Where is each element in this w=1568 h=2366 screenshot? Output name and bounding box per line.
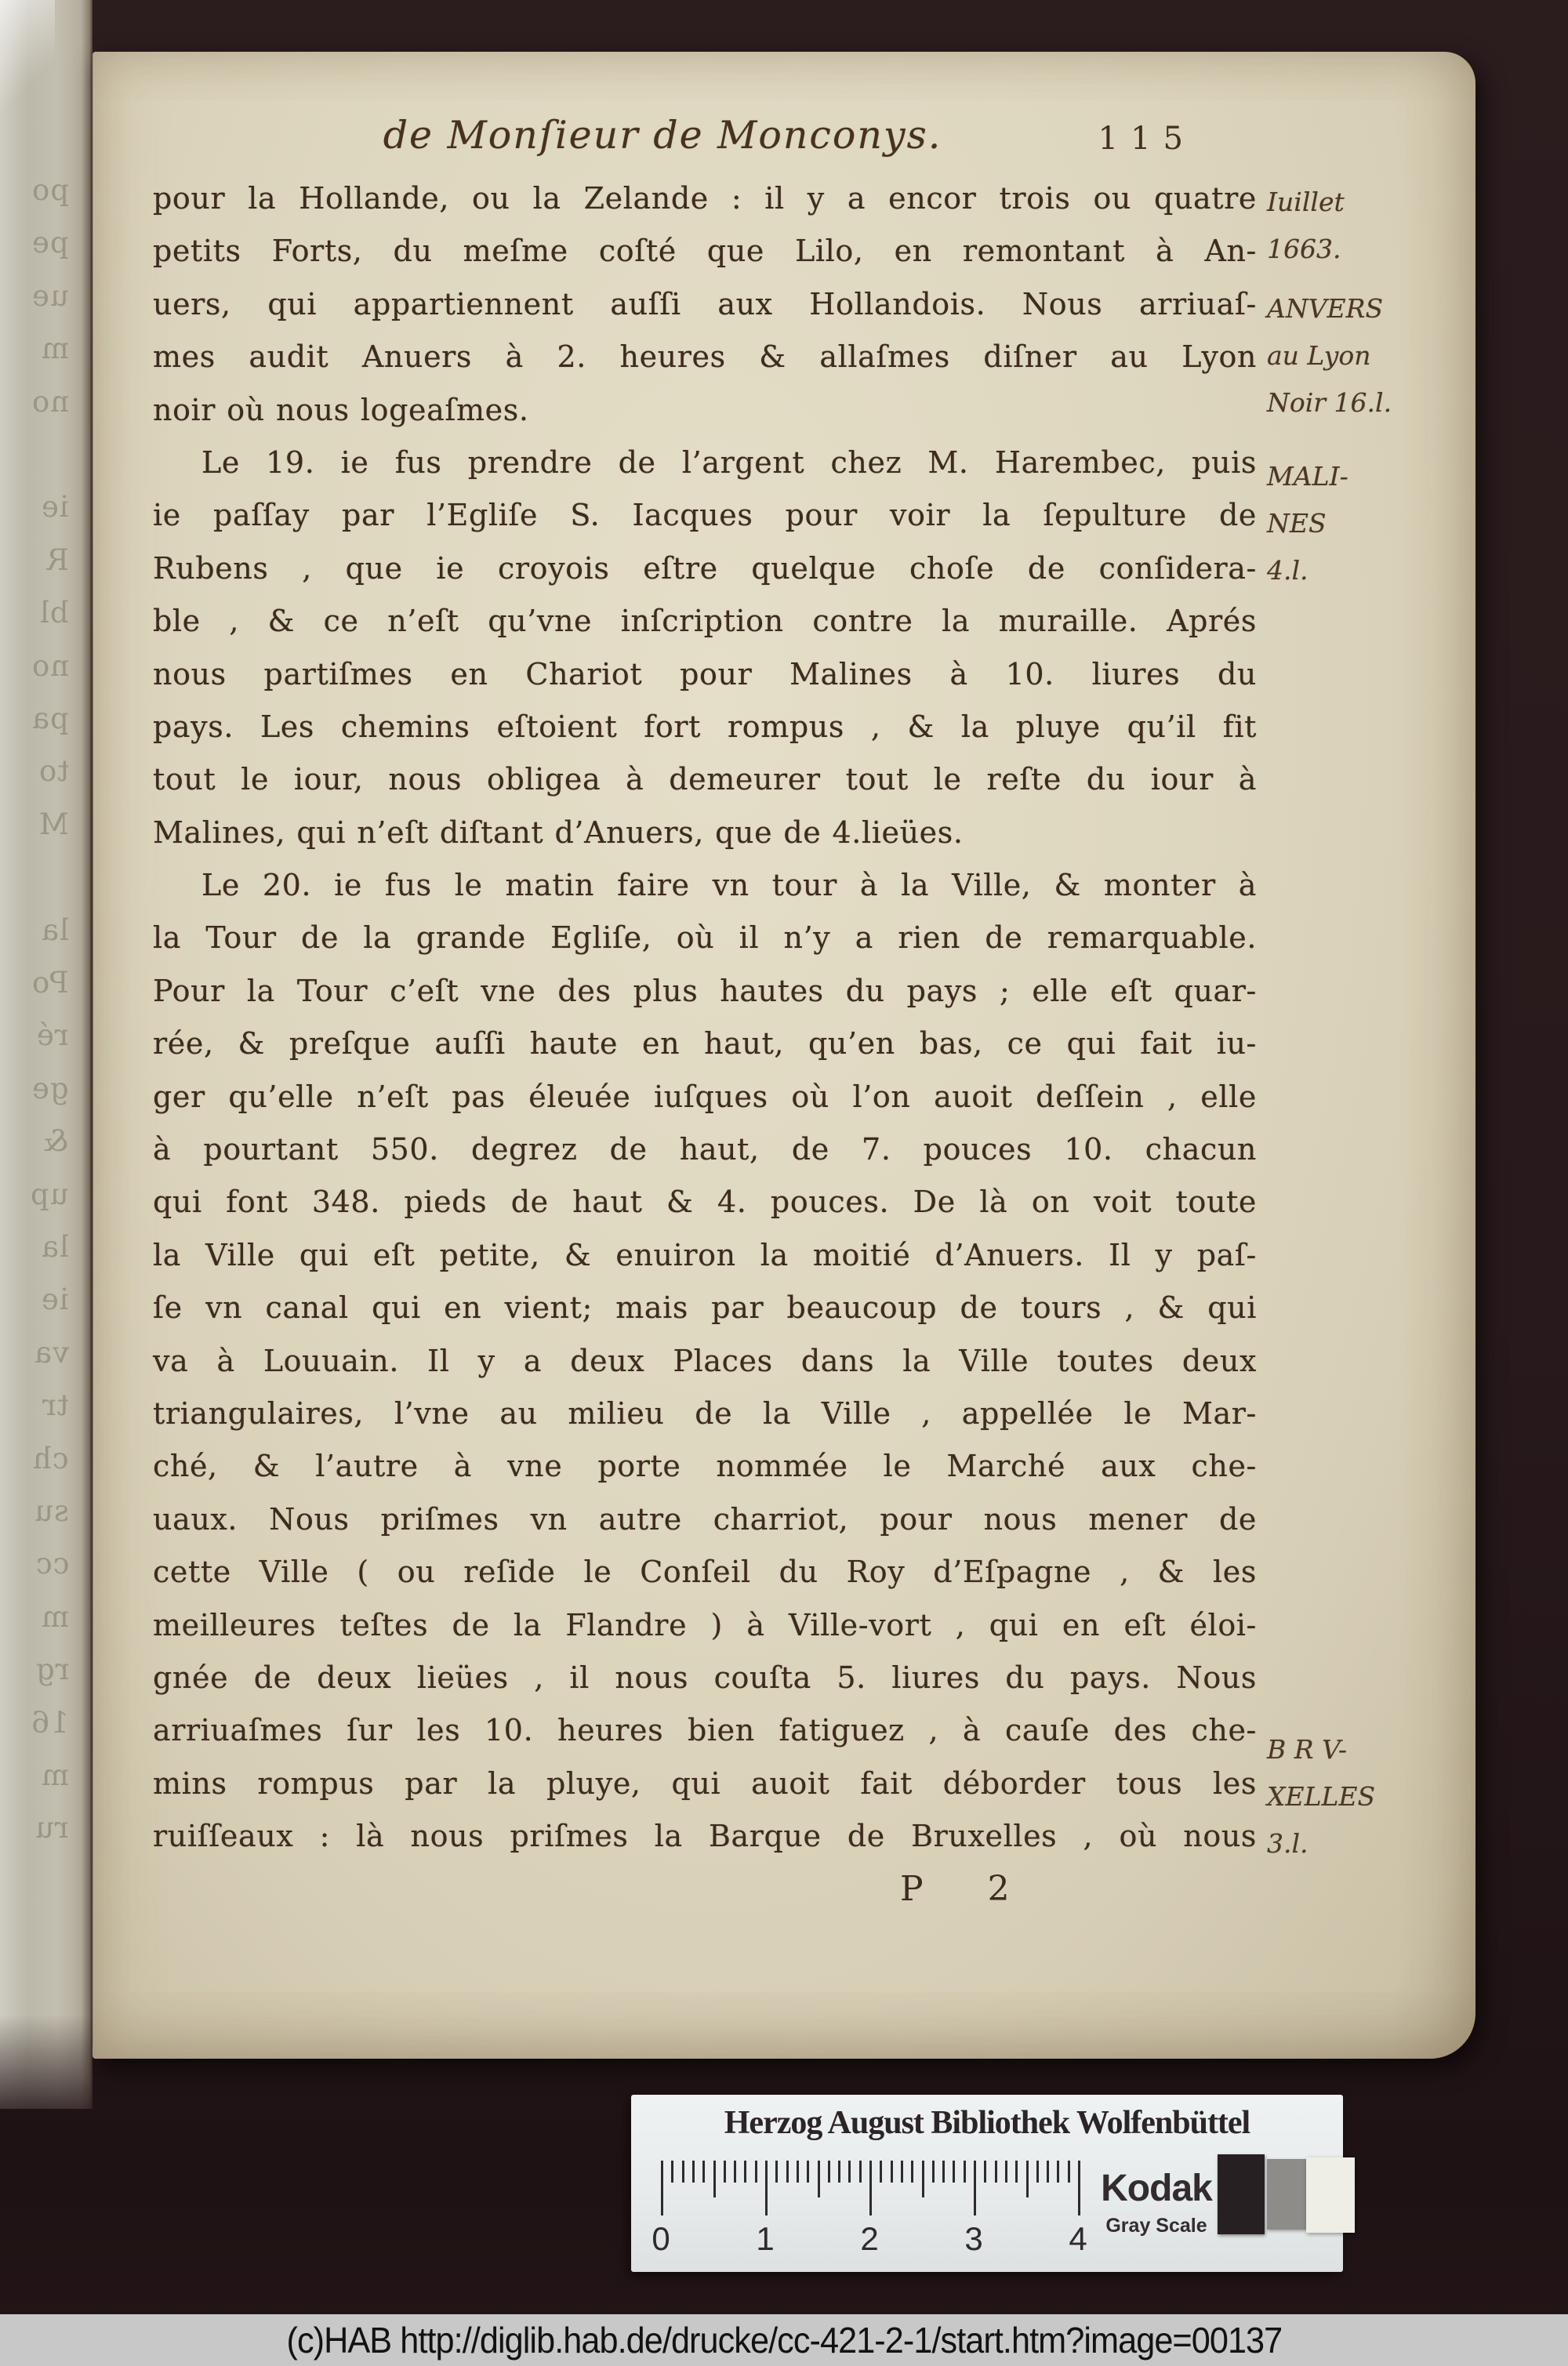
- ruler-tick: [818, 2161, 820, 2197]
- showthrough-text-fragment: no: [31, 648, 69, 683]
- ruler-tick: [786, 2161, 789, 2183]
- adjacent-page-edge: [0, 0, 93, 2109]
- margin-note-line: Iuillet: [1267, 187, 1345, 217]
- ruler-number: 4: [1069, 2220, 1087, 2257]
- ruler-tick: [755, 2161, 757, 2183]
- ruler-tick: [702, 2161, 705, 2183]
- ruler: [652, 2161, 1087, 2263]
- ruler-tick: [838, 2161, 840, 2183]
- showthrough-text-fragment: to: [38, 754, 69, 789]
- showthrough-text-fragment: ie: [41, 490, 69, 524]
- margin-note: [1267, 1726, 1483, 1867]
- showthrough-text-fragment: bl: [39, 596, 69, 630]
- body-text-line: petits Forts, du meſme coſté que Lilo, en remontant à An-: [153, 234, 1257, 269]
- body-text-line: uers, qui appartiennent auſſi aux Hollandois. Nous arriuaſ-: [153, 286, 1257, 321]
- body-text-line: ie paſſay par l’Egliſe S. Iacques pour voir la ſepulture de: [153, 498, 1257, 533]
- ruler-tick: [911, 2161, 913, 2183]
- body-text-line: pays. Les chemins eſtoient fort rompus , & la pluye qu’il fit: [153, 709, 1257, 744]
- ruler-tick: [1057, 2161, 1059, 2183]
- ruler-tick: [692, 2161, 695, 2183]
- margin-note-line: au Lyon: [1267, 340, 1371, 371]
- margin-note-line: 1663.: [1267, 234, 1341, 264]
- ruler-tick: [682, 2161, 684, 2183]
- signature-mark: P 2: [900, 1869, 1036, 1909]
- showthrough-text-fragment: m: [40, 1599, 69, 1634]
- margin-note: [1267, 453, 1483, 594]
- ruler-number: 2: [860, 2220, 879, 2257]
- ruler-tick: [891, 2161, 893, 2183]
- gray-scale-label: Gray Scale: [1105, 2215, 1207, 2237]
- body-text-line: mins rompus par la pluye, qui auoit fait déborder tous les: [153, 1765, 1257, 1801]
- body-text-line: Le 19. ie fus prendre de l’argent chez M. Harembec, puis: [201, 445, 1257, 480]
- showthrough-text-fragment: Po: [31, 966, 69, 1000]
- ruler-tick: [734, 2161, 736, 2183]
- caption-text: (c)HAB http://diglib.hab.de/drucke/cc-421-2-1/start.htm?image=00137: [286, 2320, 1282, 2361]
- showthrough-text-fragment: &: [42, 1124, 69, 1159]
- showthrough-text-fragment: R: [46, 543, 69, 577]
- ruler-number: 3: [964, 2220, 983, 2257]
- body-text-line: meilleures teſtes de la Flandre ) à Ville-vort , qui en eſt éloi-: [153, 1607, 1257, 1642]
- ruler-tick: [880, 2161, 882, 2183]
- showthrough-text-fragment: up: [30, 1177, 69, 1211]
- showthrough-text-fragment: ch: [32, 1441, 69, 1475]
- showthrough-text-fragment: ge: [31, 1071, 69, 1105]
- ruler-ticks: [661, 2161, 1084, 2215]
- margin-note-line: 3.l.: [1267, 1828, 1308, 1859]
- showthrough-text-fragment: po: [31, 173, 69, 207]
- ruler-number: 0: [652, 2220, 670, 2257]
- gray-scale-patches: [1218, 2154, 1355, 2241]
- ruler-tick: [661, 2161, 663, 2215]
- showthrough-text-fragment: su: [34, 1494, 69, 1528]
- margin-note-line: MALI-: [1267, 461, 1348, 492]
- body-text-line: ſe vn canal qui en vient; mais par beaucoup de tours , & qui: [153, 1290, 1257, 1326]
- ruler-tick: [869, 2161, 872, 2215]
- gray-patch-white: [1306, 2157, 1355, 2233]
- ruler-tick: [901, 2161, 903, 2183]
- ruler-tick: [859, 2161, 862, 2183]
- margin-note-line: B R V-: [1267, 1734, 1348, 1765]
- ruler-tick: [984, 2161, 986, 2183]
- body-text-line: Rubens , que ie croyois eſtre quelque choſe de conſidera-: [153, 550, 1257, 586]
- showthrough-text-fragment: la: [41, 913, 69, 947]
- body-text-line: la Ville qui eſt petite, & enuiron la moitié d’Anuers. Il y paſ-: [153, 1237, 1257, 1272]
- ruler-tick: [964, 2161, 966, 2183]
- ruler-tick: [744, 2161, 746, 2183]
- body-text-line: ché, & l’autre à vne porte nommée le Marché aux che-: [153, 1449, 1257, 1484]
- showthrough-text-fragment: M: [38, 807, 69, 841]
- ruler-tick: [1005, 2161, 1007, 2183]
- showthrough-text-fragment: cc: [34, 1547, 69, 1581]
- ruler-tick: [765, 2161, 768, 2215]
- body-text-line: ger qu’elle n’eſt pas éleuée iuſques où l’on auoit deſſein , elle: [153, 1079, 1257, 1114]
- ruler-tick: [807, 2161, 809, 2183]
- body-text-line: pour la Hollande, ou la Zelande : il y a encor trois ou quatre: [153, 181, 1257, 216]
- showthrough-text-fragment: ue: [31, 278, 69, 313]
- ruler-tick: [932, 2161, 935, 2183]
- ruler-card: [631, 2095, 1343, 2272]
- margin-note: [1267, 179, 1483, 273]
- ruler-tick: [974, 2161, 976, 2215]
- ruler-tick: [953, 2161, 955, 2183]
- body-text-line: rée, & preſque auſſi haute en haut, qu’en bas, ce qui fait iu-: [153, 1026, 1257, 1061]
- showthrough-text-fragment: m: [40, 332, 69, 366]
- showthrough-text-fragment: 16: [30, 1705, 69, 1740]
- ruler-tick: [1078, 2161, 1080, 2215]
- ruler-tick: [1015, 2161, 1018, 2183]
- margin-note-line: NES: [1267, 508, 1327, 539]
- body-text-line: Malines, qui n’eſt diſtant d’Anuers, que de 4.lieües.: [153, 815, 964, 850]
- body-text-line: qui font 348. pieds de haut & 4. pouces. De là on voit toute: [153, 1185, 1257, 1220]
- body-text-line: à pourtant 550. degrez de haut, de 7. pouces 10. chacun: [153, 1132, 1257, 1167]
- kodak-brand-label: Kodak: [1101, 2168, 1212, 2209]
- book-page: [93, 52, 1475, 2059]
- ruler-tick: [775, 2161, 778, 2183]
- body-text-line: tout le iour, nous obligea à demeurer tout le reſte du iour à: [153, 762, 1257, 797]
- showthrough-text-fragment: tr: [42, 1388, 69, 1423]
- body-text-line: la Tour de la grande Egliſe, où il n’y a rien de remarquable.: [153, 920, 1257, 956]
- margin-note-line: 4.l.: [1267, 555, 1308, 586]
- body-text-line: cette Ville ( ou reſide le Conſeil du Roy d’Eſpagne , & les: [153, 1555, 1257, 1590]
- library-name: Herzog August Bibliothek Wolfenbüttel: [724, 2105, 1250, 2141]
- body-text-line: ruiſſeaux : là nous priſmes la Barque de Bruxelles , où nous: [153, 1819, 1257, 1854]
- ruler-tick: [724, 2161, 726, 2183]
- margin-note-line: XELLES: [1267, 1781, 1376, 1812]
- showthrough-text-fragment: ré: [36, 1018, 69, 1053]
- ruler-tick: [713, 2161, 716, 2197]
- showthrough-text-fragment: m: [40, 1758, 69, 1792]
- body-text-line: ble , & ce n’eſt qu’vne inſcription contre la muraille. Aprés: [153, 604, 1257, 639]
- body-text-line: triangulaires, l’vne au milieu de la Ville , appellée le Mar-: [153, 1395, 1257, 1431]
- body-text-line: Pour la Tour c’eſt vne des plus hautes du pays ; elle eſt quar-: [153, 973, 1257, 1008]
- ruler-tick: [1036, 2161, 1039, 2183]
- margin-note-line: Noir 16.l.: [1267, 387, 1392, 418]
- body-text-line: va à Louuain. Il y a deux Places dans la Ville toutes deux: [153, 1343, 1257, 1378]
- ruler-tick: [671, 2161, 673, 2183]
- body-text-line: noir où nous logeaſmes.: [153, 392, 529, 427]
- body-text-line: arriuaſmes ſur les 10. heures bien fatiguez , à cauſe des che-: [153, 1713, 1257, 1748]
- gray-patch-mid: [1267, 2159, 1306, 2230]
- ruler-number: 1: [756, 2220, 775, 2257]
- ruler-tick: [848, 2161, 851, 2183]
- margin-notes-column: [93, 52, 1475, 2059]
- body-text-line: Le 20. ie fus le matin faire vn tour à la Ville, & monter à: [201, 868, 1257, 903]
- body-text-line: uaux. Nous priſmes vn autre charriot, pour nous mener de: [153, 1501, 1257, 1537]
- ruler-tick: [942, 2161, 945, 2183]
- body-text-line: mes audit Anuers à 2. heures & allaſmes diſner au Lyon: [153, 339, 1257, 375]
- ruler-tick: [1047, 2161, 1049, 2183]
- gray-patch-black: [1218, 2154, 1265, 2234]
- kodak-block: [1094, 2167, 1219, 2237]
- showthrough-text-fragment: va: [34, 1335, 69, 1370]
- showthrough-text-fragment: pa: [31, 702, 69, 735]
- ruler-tick: [797, 2161, 799, 2183]
- showthrough-text-fragment: no: [31, 384, 69, 419]
- ruler-tick: [828, 2161, 830, 2183]
- showthrough-text-fragment: rg: [34, 1653, 69, 1687]
- ruler-tick: [1068, 2161, 1070, 2183]
- ruler-tick: [922, 2161, 924, 2197]
- body-text-line: gnée de deux lieües , il nous couſta 5. liures du pays. Nous: [153, 1660, 1257, 1695]
- ruler-tick: [995, 2161, 997, 2183]
- margin-note-line: ANVERS: [1267, 293, 1384, 324]
- showthrough-text-fragment: pe: [31, 226, 69, 260]
- running-title: de Monſieur de Monconys.: [383, 113, 942, 158]
- body-text-line: nous partiſmes en Chariot pour Malines à 10. liures du: [153, 656, 1257, 691]
- showthrough-text-fragment: la: [41, 1230, 69, 1264]
- ruler-tick: [1026, 2161, 1029, 2197]
- showthrough-text-fragment: ru: [34, 1811, 69, 1845]
- margin-note: [1267, 285, 1483, 426]
- page-number: 115: [1098, 121, 1196, 157]
- showthrough-text-fragment: ie: [41, 1283, 69, 1317]
- caption-bar: [0, 2314, 1568, 2366]
- ruler-numbers: [652, 2220, 1087, 2259]
